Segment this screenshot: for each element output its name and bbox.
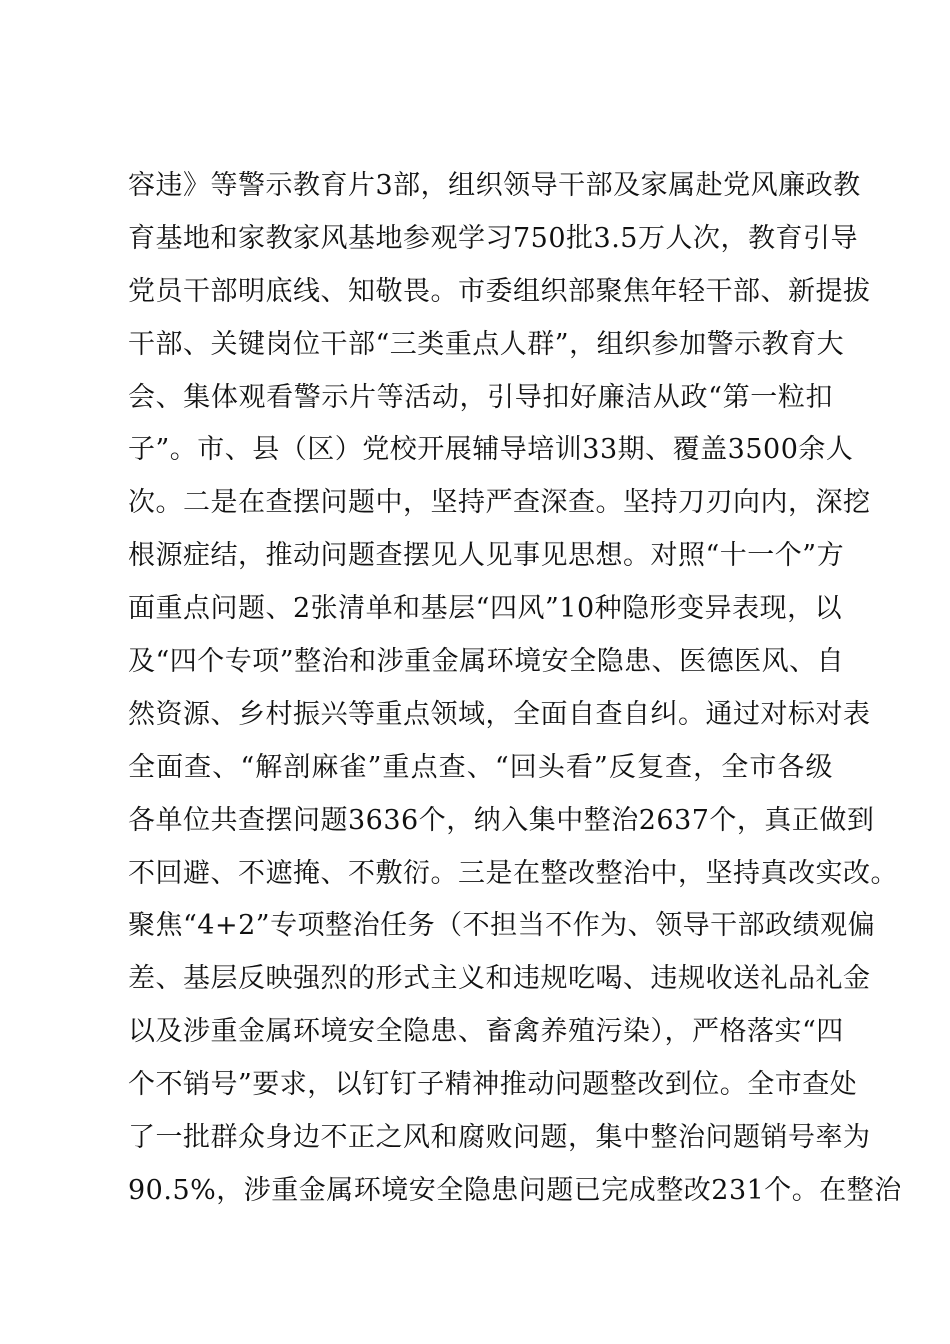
text-line: 差、基层反映强烈的形式主义和违规吃喝、违规收送礼品礼金 [128, 963, 871, 995]
text-line: 了一批群众身边不正之风和腐败问题，集中整治问题销号率为 [128, 1122, 871, 1154]
text-line: 个不销号”要求，以钉钉子精神推动问题整改到位。全市查处 [128, 1069, 858, 1101]
text-line: 党员干部明底线、知敬畏。市委组织部聚焦年轻干部、新提拔 [128, 275, 871, 307]
text-line: 干部、关键岗位干部“三类重点人群”，组织参加警示教育大 [128, 328, 845, 360]
text-line: 聚焦“4+2”专项整治任务（不担当不作为、领导干部政绩观偏 [128, 910, 876, 942]
text-line: 子”。市、县（区）党校开展辅导培训33期、覆盖3500余人 [128, 434, 854, 466]
text-line: 不回避、不遮掩、不敷衍。三是在整改整治中，坚持真改实改。 [128, 857, 898, 889]
text-line: 育基地和家教家风基地参观学习750批3.5万人次，教育引导 [128, 222, 858, 254]
text-line: 根源症结，推动问题查摆见人见事见思想。对照“十一个”方 [128, 540, 845, 572]
text-line: 次。二是在查摆问题中，坚持严查深查。坚持刀刃向内，深挖 [128, 487, 871, 519]
text-line: 会、集体观看警示片等活动，引导扣好廉洁从政“第一粒扣 [128, 381, 833, 413]
body-paragraph [128, 160, 902, 1218]
text-line: 以及涉重金属环境安全隐患、畜禽养殖污染），严格落实“四 [128, 1016, 844, 1048]
text-line: 容违》等警示教育片3部，组织领导干部及家属赴党风廉政教 [128, 170, 861, 201]
text-line: 然资源、乡村振兴等重点领域，全面自查自纠。通过对标对表 [128, 698, 871, 730]
text-line: 面重点问题、2张清单和基层“四风”10种隐形变异表现，以 [128, 593, 843, 625]
text-line: 90.5%，涉重金属环境安全隐患问题已完成整改231个。在整治 [128, 1174, 902, 1206]
text-line: 各单位共查摆问题3636个，纳入集中整治2637个，真正做到 [128, 804, 875, 836]
text-line: 及“四个专项”整治和涉重金属环境安全隐患、医德医风、自 [128, 646, 845, 678]
text-line: 全面查、“解剖麻雀”重点查、“回头看”反复查，全市各级 [128, 751, 833, 783]
